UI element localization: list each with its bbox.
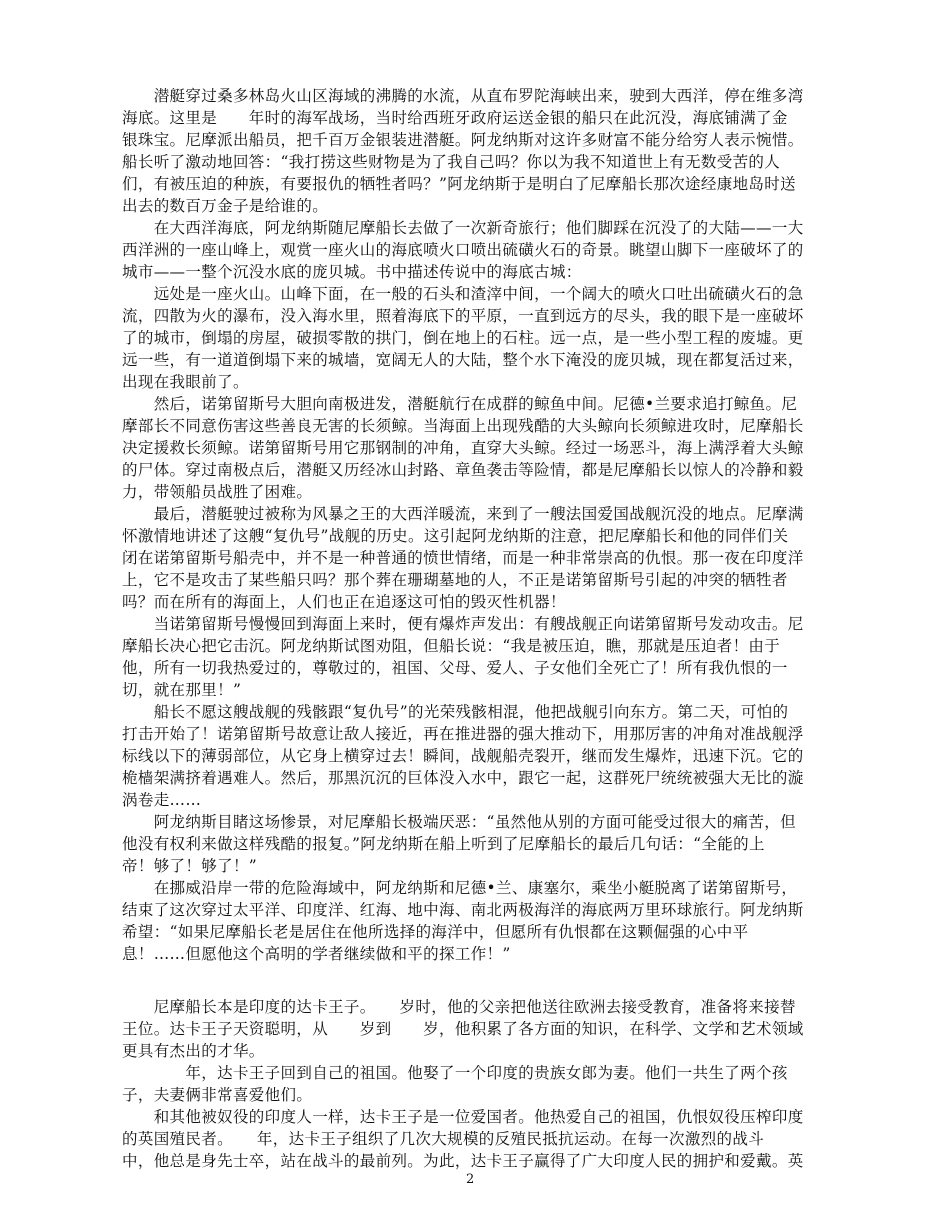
text-line: 他，所有一切我热爱过的，尊敬过的，祖国、父母、爱人、子女他们全死亡了！所有我仇恨的一	[122, 659, 788, 677]
text-line: 摩船长决心把它击沉。阿龙纳斯试图劝阻，但船长说：“我是被压迫，瞧，那就是压迫者！由于	[122, 637, 781, 655]
text-line: 了的城市，倒塌的房屋，破损零散的拱门，倒在地上的石柱。远一点，是一些小型工程的废墟。更	[122, 329, 804, 347]
text-line: 远一些，有一道道倒塌下来的城墙，宽阔无人的大陆，整个水下淹没的庞贝城，现在都复活过来，	[122, 351, 804, 369]
text-line: 切，就在那里！”	[122, 681, 242, 699]
text-line: 船长不愿这艘战舰的残骸跟“复仇号”的光荣残骸相混，他把战舰引向东方。第二天，可怕的	[122, 703, 789, 721]
text-line: 阿龙纳斯目睹这场惨景，对尼摩船长极端厌恶：“虽然他从别的方面可能受过很大的痛苦，但	[122, 813, 796, 831]
text-line: 尼摩船长本是印度的达卡王子。 岁时，他的父亲把他送往欧洲去接受教育，准备将来接替	[122, 998, 796, 1016]
text-line: 们，有被压迫的种族，有要报仇的牺牲者吗？”阿龙纳斯于是明白了尼摩船长那次途经康地岛时送	[122, 175, 796, 193]
text-line: 涡卷走……	[122, 791, 202, 809]
text-line: 银珠宝。尼摩派出船员，把千百万金银装进潜艇。阿龙纳斯对这许多财富不能分给穷人表示惋惜。	[122, 131, 804, 149]
text-line: 吗？而在所有的海面上，人们也正在追逐这可怕的毁灭性机器！	[122, 593, 566, 611]
text-line: 中，他总是身先士卒，站在战斗的最前列。为此，达卡王子赢得了广大印度人民的拥护和爱戴。英	[122, 1152, 804, 1170]
text-line: 他没有权利来做这样残酷的报复。”阿龙纳斯在船上听到了尼摩船长的最后几句话：“全能的上	[122, 835, 765, 853]
text-line: 当诺第留斯号慢慢回到海面上来时，便有爆炸声发出：有艘战舰正向诺第留斯号发动攻击。尼	[122, 615, 804, 633]
text-line: 在挪威沿岸一带的危险海域中，阿龙纳斯和尼德•兰、康塞尔，乘坐小艇脱离了诺第留斯号，	[122, 879, 798, 897]
text-line: 帝！够了！够了！”	[122, 857, 258, 875]
text-line: 流，四散为火的瀑布，没入海水里，照着海底下的平原，一直到远方的尽头，我的眼下是一座破坏	[122, 307, 804, 325]
text-line: 年，达卡王子回到自己的祖国。他娶了一个印度的贵族女郎为妻。他们一共生了两个孩	[122, 1064, 788, 1082]
text-line: 出现在我眼前了。	[122, 373, 249, 391]
text-line: 子，夫妻俩非常喜爱他们。	[122, 1086, 313, 1104]
text-line: 船长听了激动地回答：“我打捞这些财物是为了我自己吗？你以为我不知道世上有无数受苦的人	[122, 153, 781, 171]
text-line: 西洋洲的一座山峰上，观赏一座火山的海底喷火口喷出硫磺火石的奇景。眺望山脚下一座破坏了的	[122, 241, 804, 259]
page-number: 2	[466, 1172, 475, 1187]
text-line: 力，带领船员战胜了困难。	[122, 483, 313, 501]
text-line: 怀激情地讲述了这艘“复仇号”战舰的历史。这引起阿龙纳斯的注意，把尼摩船长和他的同伴们关	[122, 527, 789, 545]
text-line: 息！……但愿他这个高明的学者继续做和平的探工作！”	[122, 945, 511, 963]
text-line: 然后，诺第留斯号大胆向南极进发，潜艇航行在成群的鲸鱼中间。尼德•兰要求追打鲸鱼。尼	[122, 395, 798, 413]
text-line: 更具有杰出的才华。	[122, 1042, 265, 1060]
text-line: 潜艇穿过桑多林岛火山区海域的沸腾的水流，从直布罗陀海峡出来，驶到大西洋，停在维多湾	[122, 87, 804, 105]
text-line: 结束了这次穿过太平洋、印度洋、红海、地中海、南北两极海洋的海底两万里环球旅行。阿龙纳斯	[122, 901, 804, 919]
text-line: 闭在诺第留斯号船壳中，并不是一种普通的愤世情绪，而是一种非常崇高的仇恨。那一夜在印度洋	[122, 549, 804, 567]
text-line: 打击开始了！诺第留斯号故意让敌人接近，再在推进器的强大推动下，用那厉害的冲角对准战舰浮	[122, 725, 804, 743]
text-line: 摩部长不同意伤害这些善良无害的长须鲸。当海面上出现残酷的大头鲸向长须鲸进攻时，尼摩船长	[122, 417, 804, 435]
text-line: 最后，潜艇驶过被称为风暴之王的大西洋暖流，来到了一艘法国爱国战舰沉没的地点。尼摩满	[122, 505, 804, 523]
text-line: 王位。达卡王子天资聪明，从 岁到 岁，他积累了各方面的知识，在科学、文学和艺术领域	[122, 1020, 804, 1038]
text-line: 的英国殖民者。 年，达卡王子组织了几次大规模的反殖民抵抗运动。在每一次激烈的战斗	[122, 1130, 765, 1148]
text-line: 在大西洋海底，阿龙纳斯随尼摩船长去做了一次新奇旅行；他们脚踩在沉没了的大陆——一大	[122, 219, 804, 237]
text-line: 桅樯架满挤着遇难人。然后，那黑沉沉的巨体没入水中，跟它一起，这群死尸统统被强大无比的漩	[122, 769, 804, 787]
text-line: 上，它不是攻击了某些船只吗？那个葬在珊瑚墓地的人，不正是诺第留斯号引起的冲突的牺牲者	[122, 571, 788, 589]
text-line: 标线以下的薄弱部位，从它身上横穿过去！瞬间，战舰船壳裂开，继而发生爆炸，迅速下沉。它的	[122, 747, 804, 765]
text-line: 决定援救长须鲸。诺第留斯号用它那钢制的冲角，直穿大头鲸。经过一场恶斗，海上满浮着大头鲸	[122, 439, 804, 457]
text-line: 和其他被奴役的印度人一样，达卡王子是一位爱国者。他热爱自己的祖国，仇恨奴役压榨印度	[122, 1108, 804, 1126]
text-line: 希望：“如果尼摩船长老是居住在他所选择的海洋中，但愿所有仇恨都在这颗倔强的心中平	[122, 923, 749, 941]
text-line: 城市——一整个沉没水底的庞贝城。书中描述传说中的海底古城：	[122, 263, 582, 281]
text-line: 海底。这里是 年时的海军战场，当时给西班牙政府运送金银的船只在此沉没，海底铺满了金	[122, 109, 788, 127]
text-line: 的尸体。穿过南极点后，潜艇又历经冰山封路、章鱼袭击等险情，都是尼摩船长以惊人的冷静和毅	[122, 461, 804, 479]
text-line: 出去的数百万金子是给谁的。	[122, 197, 329, 215]
text-line: 远处是一座火山。山峰下面，在一般的石头和渣滓中间，一个阔大的喷火口吐出硫磺火石的急	[122, 285, 804, 303]
